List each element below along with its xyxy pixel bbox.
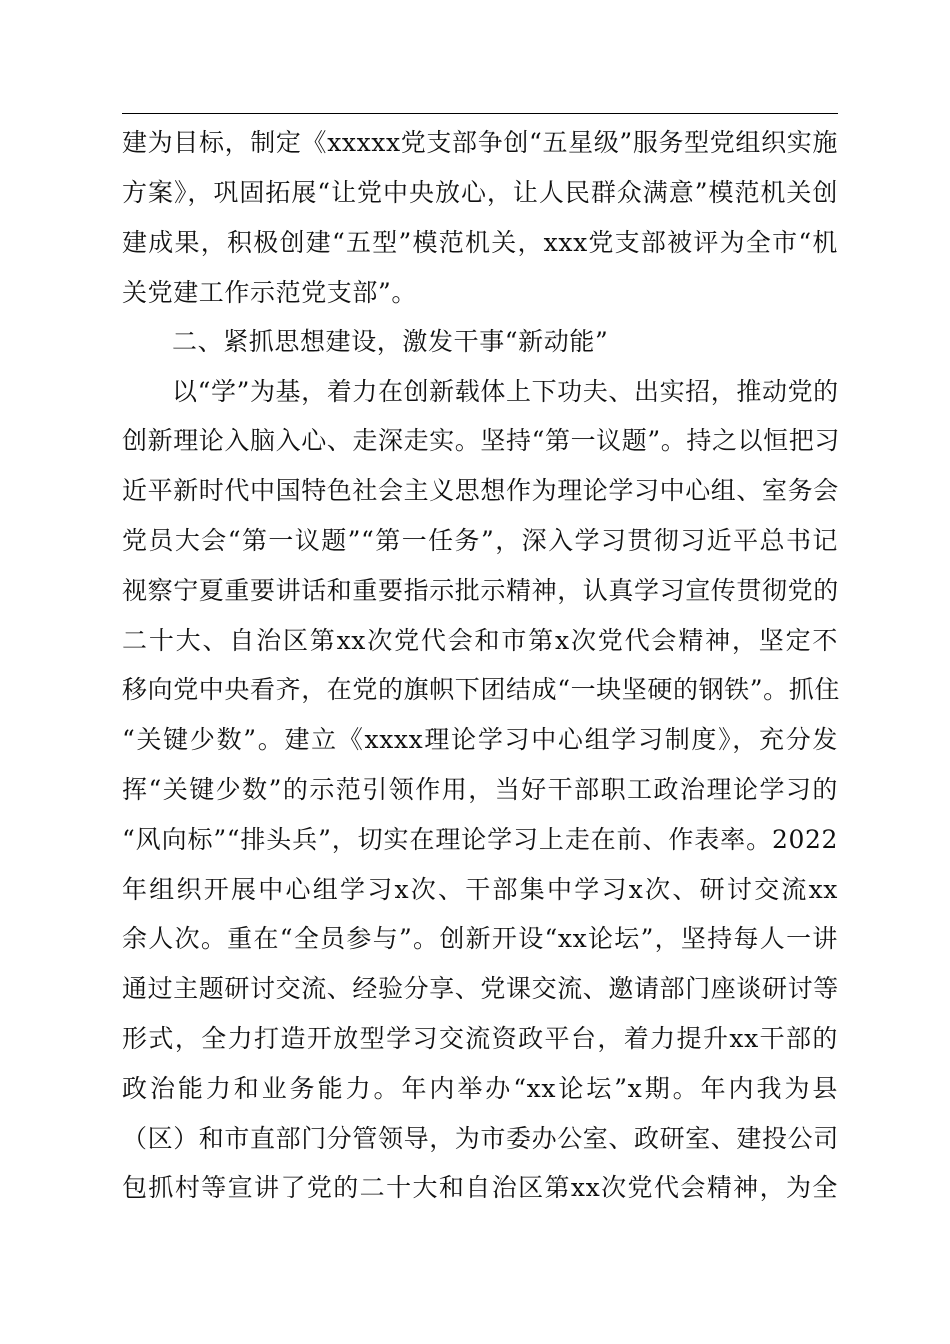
text-line-4: 关党建工作示范党支部”。 (122, 278, 417, 307)
text-line-11: 二十大、自治区第xx次党代会和市第x次党代会精神，坚定不 (122, 626, 838, 655)
text-line-8: 近平新时代中国特色社会主义思想作为理论学习中心组、室务会 (122, 476, 839, 505)
text-line-19: 形式，全力打造开放型学习交流资政平台，着力提升xx干部的 (122, 1024, 838, 1053)
text-line-7: 创新理论入脑入心、走深走实。坚持“第一议题”。持之以恒把习 (122, 426, 840, 455)
text-line-3: 建成果，积极创建“五型”模范机关，xxx党支部被评为全市“机 (122, 228, 838, 257)
text-line-20: 政治能力和业务能力。年内举办“xx论坛”x期。年内我为县 (122, 1074, 838, 1103)
text-line-16: 年组织开展中心组学习x次、干部集中学习x次、研讨交流xx (122, 875, 838, 904)
text-line-21: （区）和市直部门分管领导，为市委办公室、政研室、建投公司 (122, 1124, 839, 1153)
text-line-12: 移向党中央看齐，在党的旗帜下团结成“一块坚硬的钢铁”。抓住 (122, 675, 840, 704)
text-line-10: 视察宁夏重要讲话和重要指示批示精神，认真学习宣传贯彻党的 (122, 576, 839, 605)
text-line-15: “风向标”“排头兵”，切实在理论学习上走在前、作表率。2022 (122, 825, 838, 854)
text-line-17: 余人次。重在“全员参与”。创新开设“xx论坛”，坚持每人一讲 (122, 924, 838, 953)
text-line-14: 挥“关键少数”的示范引领作用，当好干部职工政治理论学习的 (122, 775, 838, 804)
text-line-22: 包抓村等宣讲了党的二十大和自治区第xx次党代会精神，为全 (122, 1173, 838, 1202)
text-line-9: 党员大会“第一议题”“第一任务”，深入学习贯彻习近平总书记 (122, 526, 838, 555)
text-line-6: 以“学”为基，着力在创新载体上下功夫、出实招，推动党的 (172, 377, 839, 406)
section-heading: 二、紧抓思想建设，激发干事“新动能” (172, 327, 609, 356)
text-line-2: 方案》，巩固拓展“让党中央放心，让人民群众满意”模范机关创 (122, 178, 838, 207)
header-rule (122, 113, 838, 114)
text-line-18: 通过主题研讨交流、经验分享、党课交流、邀请部门座谈研讨等 (122, 974, 839, 1003)
text-line-1: 建为目标，制定《xxxxx党支部争创“五星级”服务型党组织实施 (122, 128, 838, 157)
text-line-13: “关键少数”。建立《xxxx理论学习中心组学习制度》，充分发 (122, 725, 838, 754)
